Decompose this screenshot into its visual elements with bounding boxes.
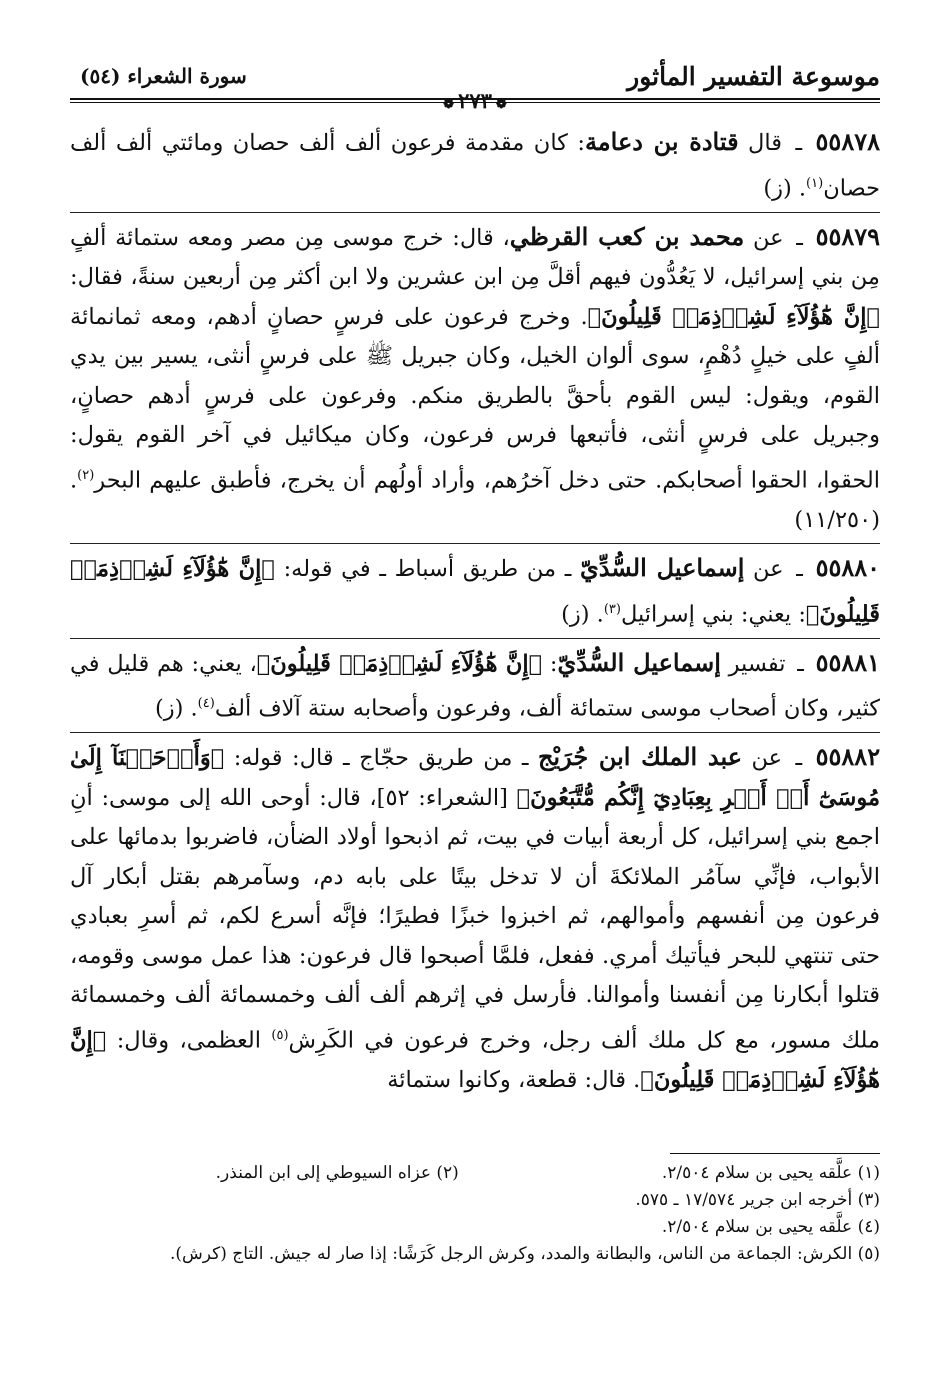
footnote-ref: (١) [806, 175, 824, 191]
entry-intro: تفسير [728, 650, 786, 677]
footnote-row [70, 1160, 880, 1187]
footnote-ref: (٣) [603, 601, 621, 617]
footnote-ref: (٥) [271, 1027, 289, 1043]
entry-text: . قال: قطعة، وكانوا ستمائة [387, 1066, 641, 1093]
quran-quote: ﴿إِنَّ هَٰٓؤُلَآءِ لَشِرۡذِمَةٞ قَلِيلُونَ﴾ [70, 1027, 880, 1093]
entry-dash: ـ [796, 224, 803, 251]
page-header [70, 58, 880, 114]
entry-55881 [70, 639, 880, 734]
entry-text: : يعني: بني إسرائيل [620, 601, 806, 627]
footnote-ref: (٢) [77, 467, 95, 483]
entry-dash: ـ [797, 650, 804, 677]
entry-dash: ـ [796, 556, 803, 582]
narrator-name: قتادة بن دعامة [584, 127, 739, 156]
header-rule [70, 98, 880, 100]
footnote-3: (٣) أخرجه ابن جرير ١٧/٥٧٤ ـ ٥٧٥. [635, 1190, 880, 1210]
footnote-4: (٤) علَّقه يحيى بن سلام ٢/٥٠٤. [661, 1217, 880, 1237]
entry-55882 [70, 733, 880, 1103]
page-number: ٢٧٣ [458, 88, 492, 113]
narrator-name: عبد الملك ابن جُرَيْج [537, 742, 743, 771]
narrator-name: إسماعيل السُّدِّيّ [580, 553, 745, 582]
footnote-5: (٥) الكرش: الجماعة من الناس، والبطانة والمدد، وكرش الرجل كَرَشًا: إذا صار له جيش. التاج (كرش). [169, 1244, 880, 1264]
entry-55878 [70, 118, 880, 213]
entry-text: . (ز) [561, 601, 604, 627]
entry-number: ٥٥٨٧٩ [815, 221, 881, 251]
book-title: موسوعة التفسير المأثور [627, 62, 880, 91]
entry-text: : [549, 650, 558, 677]
surah-label: سورة الشعراء (٥٤) [80, 64, 247, 88]
entry-text: : كان مقدمة فرعون ألف ألف حصان ومائتي ألف ألف حصان [70, 130, 880, 201]
entry-55880 [70, 544, 880, 639]
entry-dash: ـ [795, 745, 803, 771]
entry-text: ـ من طريق أسباط ـ في قوله: [283, 556, 572, 582]
header-rule-thin [70, 102, 880, 103]
entry-dash: ـ [795, 130, 803, 156]
entry-number: ٥٥٨٨١ [815, 647, 881, 677]
footnote-2: (٢) عزاه السيوطي إلى ابن المنذر. [215, 1163, 459, 1183]
page-number-block [439, 88, 511, 113]
ornament-icon: ❁ [495, 97, 507, 112]
narrator-name: إسماعيل السُّدِّيّ [557, 647, 721, 677]
entry-number: ٥٥٨٨٢ [815, 742, 881, 771]
entry-text: ، قال: خرج موسى مِن مصر ومعه ستمائة ألفٍ مِن بني إسرائيل، لا يَعُدُّون فيهم أقلَّ مِن ابن عشرين ولا ابن أكثر مِن أربعين سنةً، فقال: [70, 224, 880, 290]
entry-text: . وخرج فرعون على فرسٍ حصانٍ أدهم، ومعه ثمانمائة ألفٍ على خيلٍ دُهْمٍ، سوى ألوان الخيل، وكان جبريل ﷺ على فرسٍ أنثى، يسير بين يدي القوم، ويقول: ليس القوم بأحقَّ بالطريق منكم. وفرعون على فرسٍ أدهم حصانٍ، وجبريل على فرسٍ أنثى، فأتبعها فرس فرعون، وكان ميكائيل في آخر القوم يقول: الحقوا، الحقوا أصحابكم. حتى دخل آخرُهم، وأراد أولُهم أن يخرج، فأطبق عليهم البحر [70, 303, 880, 493]
entry-text: . (١١/٢٥٠) [70, 467, 880, 533]
entry-intro: عن [751, 745, 783, 771]
quran-quote: ﴿إِنَّ هَٰٓؤُلَآءِ لَشِرۡذِمَةٞ قَلِيلُونَ﴾ [256, 650, 543, 677]
entry-number: ٥٥٨٨٠ [815, 553, 881, 582]
entry-text: . (ز) [154, 695, 198, 722]
quran-quote: ﴿إِنَّ هَٰٓؤُلَآءِ لَشِرۡذِمَةٞ قَلِيلُونَ﴾ [70, 556, 880, 627]
footnote-1: (١) علَّقه يحيى بن سلام ٢/٥٠٤. [661, 1163, 880, 1183]
entry-intro: عن [753, 224, 784, 251]
entry-text: ، يعني: هم قليل في كثير، وكان أصحاب موسى ستمائة ألف، وفرعون وأصحابه ستة آلاف ألف [70, 650, 880, 722]
entry-intro: عن [753, 556, 784, 582]
entry-intro: قال [748, 130, 782, 156]
footnote-rule [670, 1153, 880, 1154]
footnote-ref: (٤) [197, 696, 215, 711]
entry-55879 [70, 213, 880, 545]
entry-text: ـ من طريق حجّاج ـ قال: قوله: [233, 745, 529, 771]
entry-number: ٥٥٨٧٨ [815, 127, 880, 156]
page-body [70, 118, 880, 1103]
entry-text: العظمى، وقال: [116, 1027, 261, 1053]
footnotes [70, 1160, 880, 1268]
entry-text: . (ز) [763, 175, 807, 201]
quran-quote: ﴿وَأَوۡحَيۡنَآ إِلَىٰ مُوسَىٰٓ أَنۡ أَسۡرِ بِعِبَادِيٓ إِنَّكُم مُّتَّبَعُونَ﴾ [70, 745, 880, 811]
entry-text: [الشعراء: ٥٢]، قال: أوحى الله إلى موسى: أنِ اجمع بني إسرائيل، كل أربعة أبيات في بيت، ثم اذبحوا أولاد الضأن، فاضربوا بدمائها على الأبواب، فإنِّي سآمُر الملائكةَ أن لا تدخل بيتًا على بابه دم، وسآمرهم بقتل أبكار آل فرعون مِن أنفسهم وأموالهم، ثم اخبزوا خبزًا فطيرًا؛ فإنَّه أسرع لكم، ثم أسرِ بعبادي حتى تنتهي للبحر فيأتيك أمري. ففعل، فلمَّا أصبحوا قال فرعون: هذا عمل موسى وقومه، قتلوا أبكارنا مِن أنفسنا وأموالنا. فأرسل في إثرهم ألف ألف وخمسمائة ألف وخمسمائة ملك مسور، مع كل ملك ألف رجل، وخرج فرعون في الكَرِش [70, 784, 881, 1053]
quran-quote: ﴿إِنَّ هَٰٓؤُلَآءِ لَشِرۡذِمَةٞ قَلِيلُونَ﴾ [587, 303, 881, 330]
ornament-icon: ❁ [443, 97, 455, 112]
narrator-name: محمد بن كعب القرظي [509, 221, 745, 251]
